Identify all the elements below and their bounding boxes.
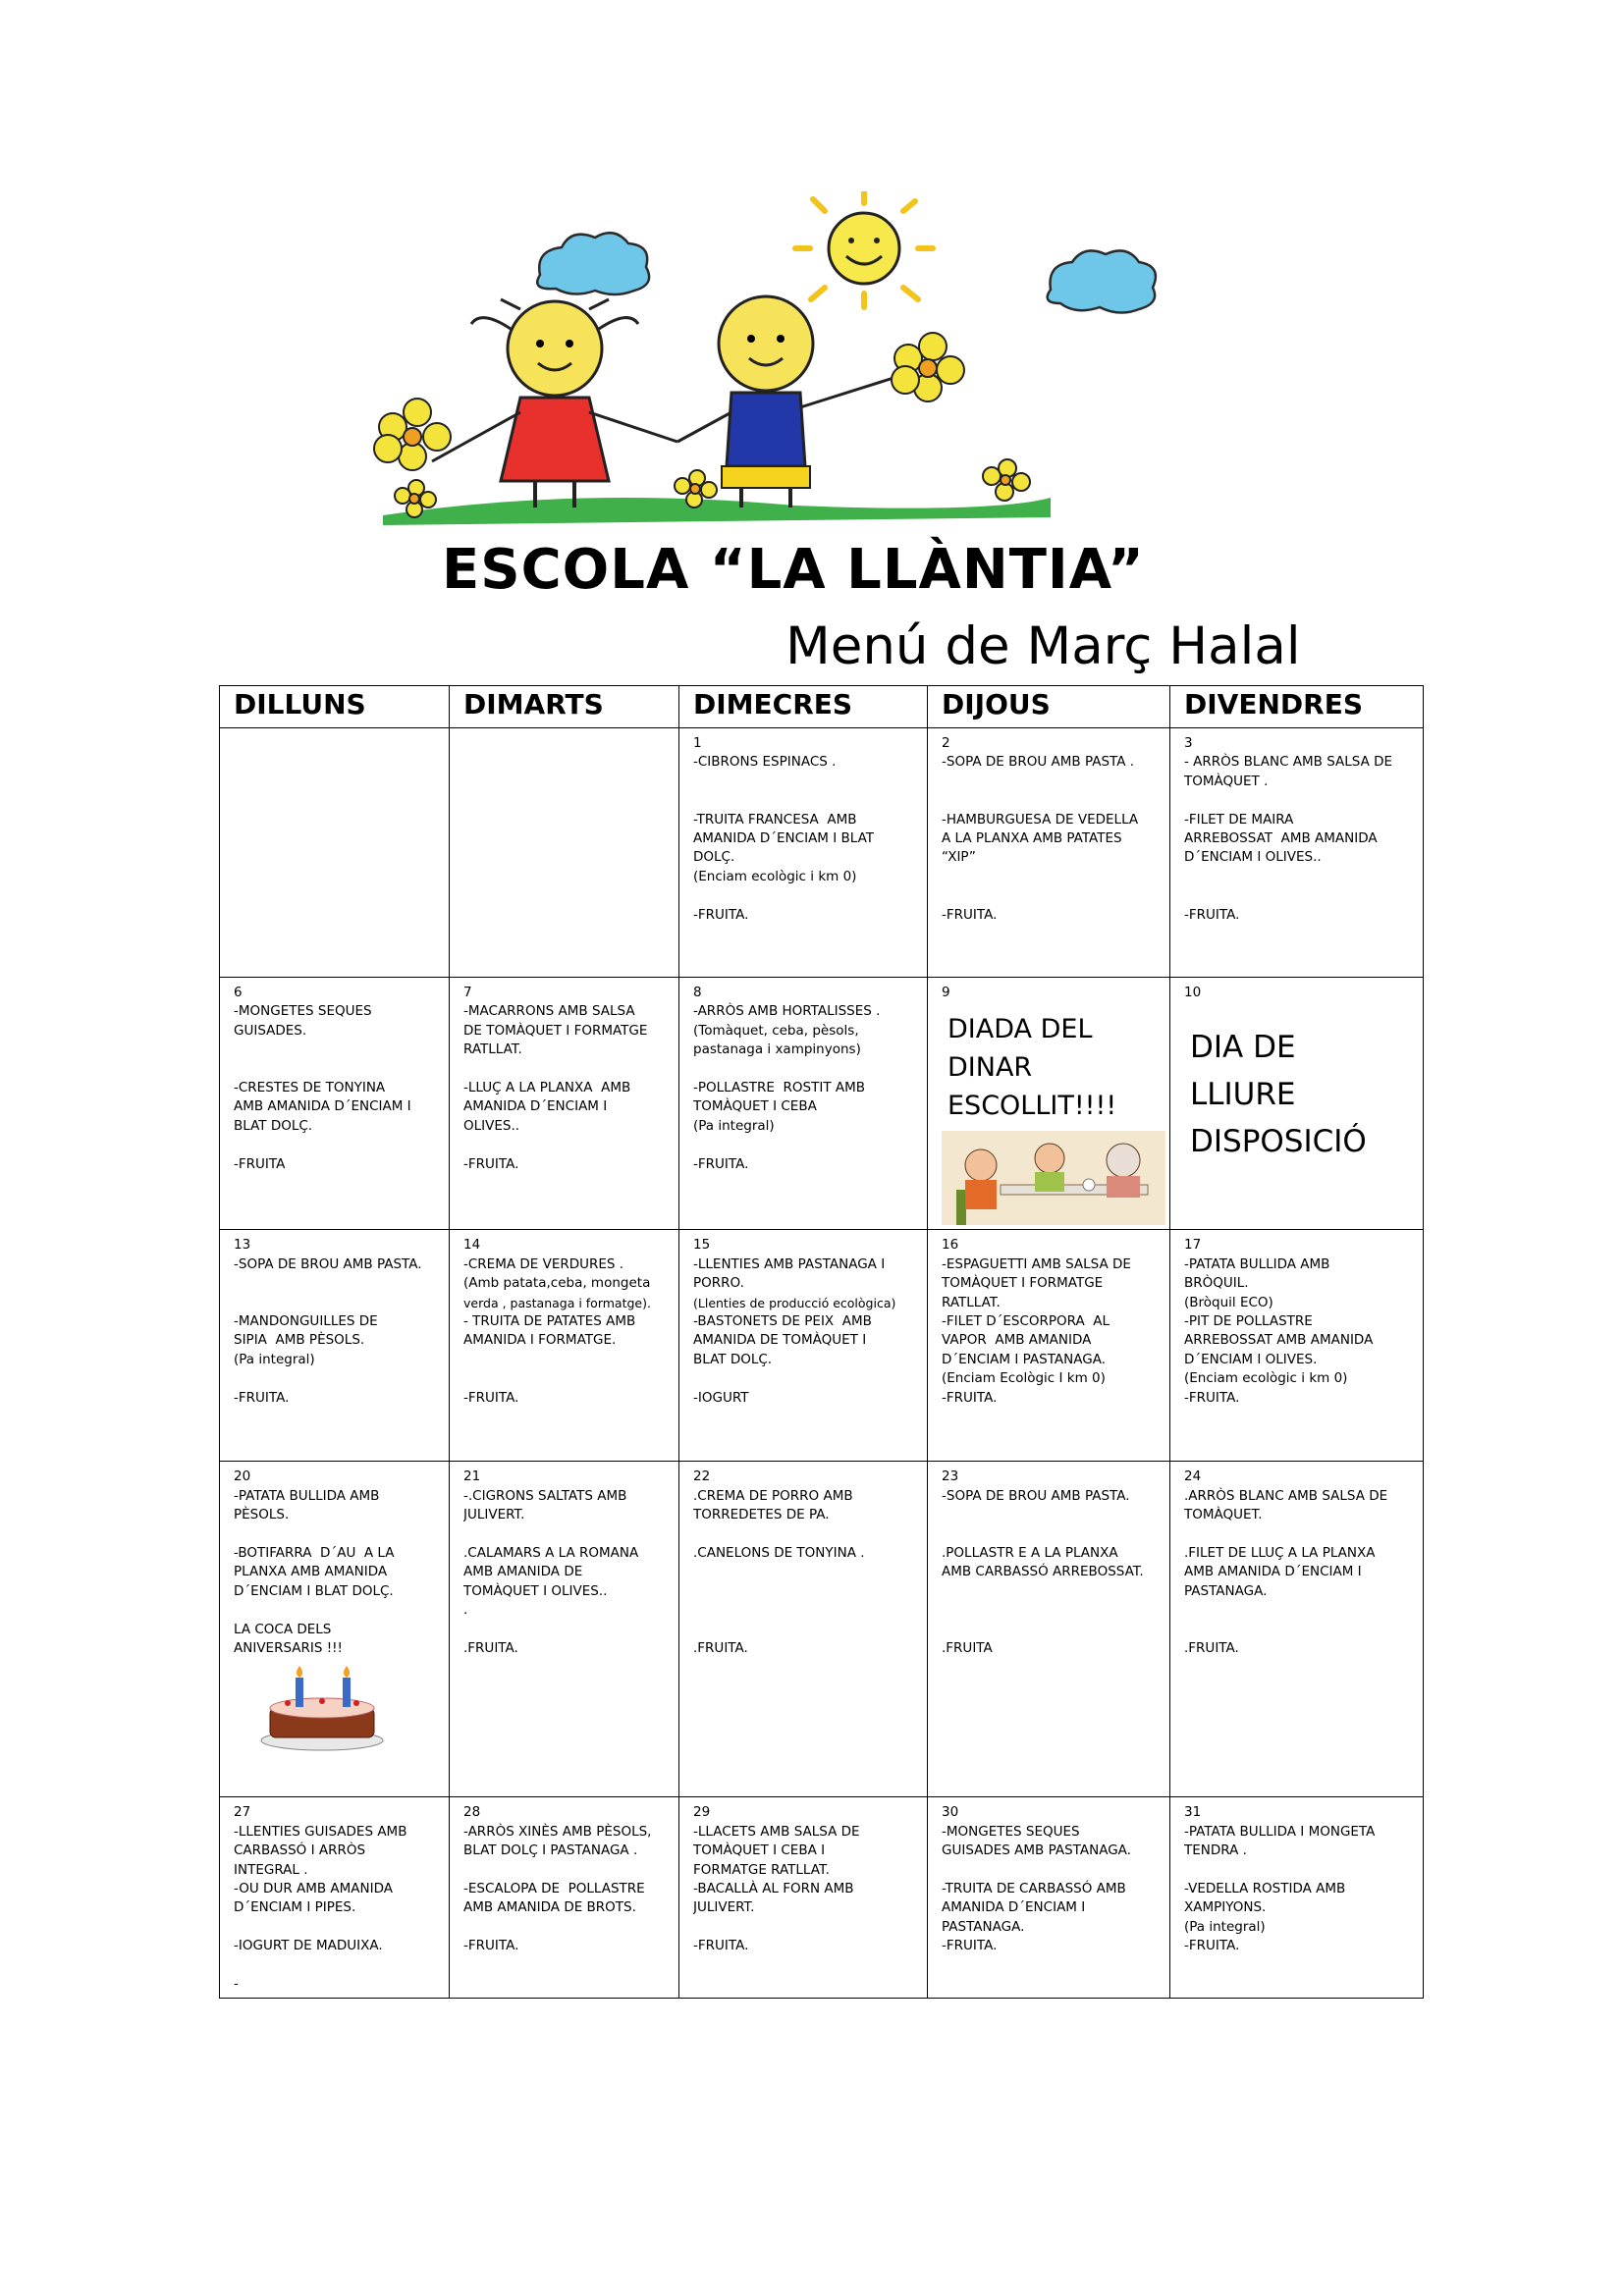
day-number: 13 xyxy=(234,1237,251,1254)
menu-line xyxy=(234,1369,441,1388)
menu-line: PLANXA AMB AMANIDA xyxy=(234,1564,388,1580)
flower-icon xyxy=(983,459,1030,501)
menu-line: INTEGRAL . xyxy=(234,1861,308,1878)
day-cell xyxy=(928,728,1170,978)
menu-line: -SOPA DE BROU AMB PASTA. xyxy=(942,1487,1130,1504)
special-day-text: LLIURE xyxy=(1190,1077,1296,1113)
menu-line: -FILET D´ESCORPORA AL xyxy=(942,1312,1110,1329)
day-cell xyxy=(928,1462,1170,1797)
menu-line: -LLENTIES AMB PASTANAGA I xyxy=(693,1255,886,1272)
menu-line xyxy=(942,868,1162,886)
menu-line: D´ENCIAM I PIPES. xyxy=(234,1899,356,1916)
day-header: DIMECRES xyxy=(679,686,928,728)
menu-line xyxy=(234,1601,441,1620)
menu-line: -FRUITA. xyxy=(463,1155,519,1172)
menu-title: Menú de Març Halal xyxy=(785,616,1301,676)
menu-line: -HAMBURGUESA DE VEDELLA xyxy=(942,811,1139,828)
menu-line: AMB CARBASSÓ ARREBOSSAT. xyxy=(942,1564,1144,1580)
menu-line: TOMÀQUET I CEBA I xyxy=(693,1842,826,1859)
menu-line xyxy=(463,1621,671,1639)
menu-line: TOMÀQUET. xyxy=(1184,1507,1263,1523)
menu-line xyxy=(942,1525,1162,1544)
menu-line: AMB AMANIDA DE BROTS. xyxy=(463,1899,636,1916)
menu-line: AMB AMANIDA DE xyxy=(463,1564,583,1580)
special-day-text: ESCOLLIT!!!! xyxy=(947,1091,1117,1122)
sun-icon xyxy=(795,191,933,307)
menu-line: PORRO. xyxy=(693,1275,744,1292)
menu-line: -FRUITA. xyxy=(693,1938,749,1954)
menu-line: -MONGETES SEQUES xyxy=(234,1003,372,1020)
menu-line: .FRUITA. xyxy=(1184,1639,1239,1656)
menu-line: -LLACETS AMB SALSA DE xyxy=(693,1823,860,1840)
menu-line: PASTANAGA. xyxy=(942,1918,1025,1935)
day-cell xyxy=(450,978,679,1230)
menu-line: -MANDONGUILLES DE xyxy=(234,1312,378,1329)
menu-line: (Tomàquet, ceba, pèsols, xyxy=(693,1022,859,1039)
day-cell xyxy=(220,1797,450,1999)
menu-line xyxy=(693,1525,919,1544)
menu-line xyxy=(942,1861,1162,1880)
flower-icon xyxy=(374,399,451,470)
menu-line: TORREDETES DE PA. xyxy=(693,1507,830,1523)
day-header: DIMARTS xyxy=(450,686,679,728)
day-number: 20 xyxy=(234,1468,251,1485)
menu-line: (Enciam ecològic i km 0) xyxy=(1184,1370,1348,1387)
day-number: 17 xyxy=(1184,1237,1202,1254)
menu-line: -LLUÇ A LA PLANXA AMB xyxy=(463,1079,631,1095)
menu-line xyxy=(1184,886,1415,905)
menu-line: -SOPA DE BROU AMB PASTA . xyxy=(942,754,1135,771)
menu-line: TOMÀQUET I OLIVES.. xyxy=(463,1582,608,1599)
menu-line: OLIVES.. xyxy=(463,1117,520,1134)
menu-line xyxy=(463,1369,671,1388)
menu-line xyxy=(693,886,919,905)
menu-line: AMANIDA DE TOMÀQUET I xyxy=(693,1332,867,1349)
day-number: 31 xyxy=(1184,1804,1202,1821)
day-cell xyxy=(450,728,679,978)
menu-line: -FRUITA. xyxy=(1184,1389,1240,1406)
header-row xyxy=(220,686,1424,728)
day-number: 10 xyxy=(1184,985,1202,1000)
day-cell xyxy=(679,1462,928,1797)
menu-line xyxy=(234,1136,441,1154)
day-number: 14 xyxy=(463,1237,481,1254)
menu-line: -FRUITA xyxy=(234,1155,286,1172)
menu-line xyxy=(942,1506,1162,1524)
day-cell xyxy=(1170,1462,1424,1797)
menu-line xyxy=(1184,1621,1415,1639)
menu-line: TOMÀQUET . xyxy=(1184,773,1269,789)
menu-line: -MONGETES SEQUES xyxy=(942,1823,1080,1840)
menu-line: (Pa integral) xyxy=(1184,1918,1266,1935)
menu-line: .FRUITA. xyxy=(463,1639,518,1656)
menu-line: -FRUITA. xyxy=(942,1389,998,1406)
menu-line: (Enciam ecològic i km 0) xyxy=(693,868,857,884)
menu-line: -VEDELLA ROSTIDA AMB xyxy=(1184,1880,1346,1896)
menu-line: -MACARRONS AMB SALSA xyxy=(463,1003,635,1020)
flower-icon xyxy=(892,333,964,401)
menu-line: -TRUITA DE CARBASSÓ AMB xyxy=(942,1880,1126,1896)
menu-line: BLAT DOLÇ I PASTANAGA . xyxy=(463,1842,638,1859)
menu-line: -BASTONETS DE PEIX AMB xyxy=(693,1312,872,1329)
day-number: 21 xyxy=(463,1468,481,1485)
day-cell xyxy=(450,1462,679,1797)
week-row xyxy=(220,1797,1424,1999)
menu-line: .CANELONS DE TONYINA . xyxy=(693,1544,865,1561)
menu-line: JULIVERT. xyxy=(693,1899,755,1916)
menu-line xyxy=(234,1041,441,1059)
menu-line: BLAT DOLÇ. xyxy=(234,1117,313,1134)
menu-line: -BOTIFARRA D´AU A LA xyxy=(234,1544,395,1561)
day-cell xyxy=(1170,1230,1424,1462)
menu-line: PÈSOLS. xyxy=(234,1507,290,1523)
menu-line: AMANIDA D´ENCIAM I xyxy=(463,1098,608,1115)
menu-line xyxy=(693,1563,919,1581)
menu-line: -CRESTES DE TONYINA xyxy=(234,1079,386,1095)
menu-line: (Bròquil ECO) xyxy=(1184,1294,1273,1310)
menu-line: -FRUITA. xyxy=(463,1938,519,1954)
menu-line: D´ENCIAM I BLAT DOLÇ. xyxy=(234,1582,394,1599)
menu-line xyxy=(1184,1601,1415,1620)
menu-line: BLAT DOLÇ. xyxy=(693,1351,773,1367)
menu-line: TENDRA . xyxy=(1184,1842,1247,1859)
day-number: 16 xyxy=(942,1237,959,1254)
day-cell xyxy=(220,978,450,1230)
menu-line: AMANIDA D´ENCIAM I xyxy=(942,1899,1086,1916)
menu-line xyxy=(693,773,919,791)
menu-line: -FILET DE MAIRA xyxy=(1184,811,1294,828)
menu-line xyxy=(1184,1861,1415,1880)
day-number: 24 xyxy=(1184,1468,1202,1485)
menu-line xyxy=(693,1136,919,1154)
day-cell xyxy=(1170,728,1424,978)
menu-line: GUISADES. xyxy=(234,1022,307,1039)
week-row xyxy=(220,728,1424,978)
menu-line: -FRUITA. xyxy=(942,1938,998,1954)
day-cell xyxy=(450,1230,679,1462)
day-cell xyxy=(679,1230,928,1462)
day-number: 7 xyxy=(463,985,472,1000)
menu-line: -ARRÒS XINÈS AMB PÈSOLS, xyxy=(463,1823,652,1840)
menu-line: .CREMA DE PORRO AMB xyxy=(693,1487,853,1504)
boy-figure xyxy=(677,296,893,507)
day-number: 6 xyxy=(234,985,243,1000)
menu-line: BRÒQUIL. xyxy=(1184,1275,1249,1292)
menu-line: .FRUITA. xyxy=(693,1639,748,1656)
day-cell xyxy=(1170,1797,1424,1999)
day-number: 30 xyxy=(942,1804,959,1821)
menu-line: .CALAMARS A LA ROMANA xyxy=(463,1544,639,1561)
menu-line xyxy=(463,1060,671,1079)
menu-line: FORMATGE RATLLAT. xyxy=(693,1861,830,1878)
menu-line xyxy=(1184,1525,1415,1544)
menu-line: (Pa integral) xyxy=(234,1351,315,1367)
menu-line: D´ENCIAM I OLIVES.. xyxy=(1184,849,1322,866)
menu-line: . xyxy=(463,1602,468,1619)
day-number xyxy=(463,734,671,753)
menu-line: -IOGURT DE MADUIXA. xyxy=(234,1938,383,1954)
menu-line: .FRUITA xyxy=(942,1639,993,1656)
grass xyxy=(383,498,1051,525)
menu-line: -IOGURT xyxy=(693,1389,749,1406)
menu-line: .ARRÒS BLANC AMB SALSA DE xyxy=(1184,1487,1388,1504)
cloud-icon xyxy=(537,233,649,294)
menu-line xyxy=(693,1601,919,1620)
menu-line: AMANIDA I FORMATGE. xyxy=(463,1332,617,1349)
menu-line: LA COCA DELS xyxy=(234,1621,332,1637)
menu-line: AMB AMANIDA D´ENCIAM I xyxy=(234,1098,411,1115)
menu-line xyxy=(942,886,1162,905)
birthday-cake-icon xyxy=(258,1664,386,1752)
menu-line: -POLLASTRE ROSTIT AMB xyxy=(693,1079,866,1095)
day-number: 23 xyxy=(942,1468,959,1485)
menu-line: “XIP” xyxy=(942,849,976,866)
menu-line: - ARRÒS BLANC AMB SALSA DE xyxy=(1184,754,1393,771)
menu-line: DOLÇ. xyxy=(693,849,735,866)
day-header: DILLUNS xyxy=(220,686,450,728)
special-day-text: DIADA DEL xyxy=(947,1014,1093,1045)
menu-line xyxy=(234,1525,441,1544)
menu-line: -FRUITA. xyxy=(1184,906,1240,923)
menu-line xyxy=(942,773,1162,791)
menu-line: CARBASSÓ I ARRÒS xyxy=(234,1842,366,1859)
menu-line: -LLENTIES GUISADES AMB xyxy=(234,1823,407,1840)
day-cell xyxy=(928,1230,1170,1462)
day-number: 15 xyxy=(693,1237,711,1254)
day-cell xyxy=(220,1230,450,1462)
school-title: ESCOLA “LA LLÀNTIA” xyxy=(442,538,1145,602)
menu-line: -PATATA BULLIDA AMB xyxy=(234,1487,380,1504)
day-header: DIVENDRES xyxy=(1170,686,1424,728)
menu-line: AMB AMANIDA D´ENCIAM I xyxy=(1184,1564,1362,1580)
special-day-text: DINAR xyxy=(947,1052,1033,1084)
menu-line xyxy=(463,1918,671,1937)
menu-line: -CREMA DE VERDURES . xyxy=(463,1255,624,1272)
menu-line: -FRUITA. xyxy=(693,1155,749,1172)
menu-line: -CIBRONS ESPINACS . xyxy=(693,754,837,771)
menu-line: (Pa integral) xyxy=(693,1117,775,1134)
menu-line: -PATATA BULLIDA I MONGETA xyxy=(1184,1823,1376,1840)
menu-line: (Amb patata,ceba, mongeta xyxy=(463,1275,651,1292)
menu-line: - xyxy=(234,1975,239,1992)
menu-line: pastanaga i xampinyons) xyxy=(693,1041,861,1058)
menu-line: D´ENCIAM I PASTANAGA. xyxy=(942,1351,1106,1367)
menu-line: -ESCALOPA DE POLLASTRE xyxy=(463,1880,645,1896)
menu-line xyxy=(463,1861,671,1880)
day-number: 29 xyxy=(693,1804,711,1821)
children-drawing xyxy=(344,191,1159,530)
menu-line: ARREBOSSAT AMB AMANIDA xyxy=(1184,829,1378,846)
menu-line: DE TOMÀQUET I FORMATGE xyxy=(463,1022,648,1039)
day-cell xyxy=(679,1797,928,1999)
menu-line: TOMÀQUET I FORMATGE xyxy=(942,1275,1104,1292)
menu-line: -ESPAGUETTI AMB SALSA DE xyxy=(942,1255,1131,1272)
menu-line xyxy=(942,1582,1162,1601)
menu-line xyxy=(234,1274,441,1293)
day-number xyxy=(234,734,441,753)
day-number: 8 xyxy=(693,985,702,1000)
menu-line: -FRUITA. xyxy=(693,906,749,923)
menu-line: VAPOR AMB AMANIDA xyxy=(942,1332,1092,1349)
menu-line: verda , pastanaga i formatge). xyxy=(463,1295,651,1310)
week-row xyxy=(220,1230,1424,1462)
menu-line: JULIVERT. xyxy=(463,1507,525,1523)
menu-line xyxy=(942,1621,1162,1639)
week-row xyxy=(220,978,1424,1230)
day-number: 22 xyxy=(693,1468,711,1485)
menu-line: TOMÀQUET I CEBA xyxy=(693,1098,817,1115)
menu-line: -TRUITA FRANCESA AMB xyxy=(693,811,857,828)
menu-line: -ARRÒS AMB HORTALISSES . xyxy=(693,1003,881,1020)
special-day-text: DISPOSICIÓ xyxy=(1190,1124,1367,1160)
day-cell xyxy=(220,1462,450,1797)
day-cell xyxy=(928,1797,1170,1999)
menu-line: -FRUITA. xyxy=(1184,1938,1240,1954)
menu-line xyxy=(942,791,1162,810)
special-day-text: DIA DE xyxy=(1190,1030,1296,1066)
day-cell xyxy=(928,978,1170,1230)
menu-line: -SOPA DE BROU AMB PASTA. xyxy=(234,1255,422,1272)
day-cell xyxy=(679,978,928,1230)
menu-line: -PATATA BULLIDA AMB xyxy=(1184,1255,1330,1272)
day-number: 3 xyxy=(1184,735,1193,751)
menu-line: - TRUITA DE PATATES AMB xyxy=(463,1312,636,1329)
menu-line: -FRUITA. xyxy=(234,1389,290,1406)
menu-line: -.CIGRONS SALTATS AMB xyxy=(463,1487,627,1504)
menu-line xyxy=(234,1294,441,1312)
day-cell xyxy=(679,728,928,978)
day-cell xyxy=(450,1797,679,1999)
day-cell xyxy=(1170,978,1424,1230)
menu-line: D´ENCIAM I OLIVES. xyxy=(1184,1351,1318,1367)
menu-line: -BACALLÀ AL FORN AMB xyxy=(693,1880,854,1896)
family-dinner-illustration xyxy=(942,1131,1165,1225)
menu-line: AMANIDA D´ENCIAM I BLAT xyxy=(693,829,875,846)
day-header: DIJOUS xyxy=(928,686,1170,728)
menu-table xyxy=(219,685,1424,1999)
menu-line xyxy=(942,1601,1162,1620)
menu-line xyxy=(234,1956,441,1975)
menu-line: .POLLASTR E A LA PLANXA xyxy=(942,1544,1118,1561)
menu-line xyxy=(693,1369,919,1388)
menu-line: -PIT DE POLLASTRE xyxy=(1184,1312,1313,1329)
menu-line xyxy=(693,1582,919,1601)
menu-line: -OU DUR AMB AMANIDA xyxy=(234,1880,394,1896)
day-number: 28 xyxy=(463,1804,481,1821)
menu-line xyxy=(234,1060,441,1079)
menu-line: A LA PLANXA AMB PATATES xyxy=(942,829,1122,846)
menu-line xyxy=(463,1525,671,1544)
day-number: 1 xyxy=(693,735,702,751)
day-cell xyxy=(220,728,450,978)
menu-line: RATLLAT. xyxy=(463,1041,522,1058)
menu-line: .FILET DE LLUÇ A LA PLANXA xyxy=(1184,1544,1376,1561)
week-row xyxy=(220,1462,1424,1797)
menu-line xyxy=(1184,868,1415,886)
menu-line xyxy=(693,1621,919,1639)
menu-line: ARREBOSSAT AMB AMANIDA xyxy=(1184,1332,1374,1349)
menu-line xyxy=(693,791,919,810)
menu-line: ANIVERSARIS !!! xyxy=(234,1639,343,1656)
menu-line xyxy=(463,1351,671,1369)
menu-line: PASTANAGA. xyxy=(1184,1582,1268,1599)
menu-line: -FRUITA. xyxy=(463,1389,519,1406)
cloud-icon xyxy=(1048,250,1156,312)
menu-line xyxy=(1184,791,1415,810)
menu-line: GUISADES AMB PASTANAGA. xyxy=(942,1842,1131,1859)
menu-line xyxy=(463,1136,671,1154)
menu-line: (Llenties de producció ecològica) xyxy=(693,1295,896,1310)
menu-line: SIPIA AMB PÈSOLS. xyxy=(234,1332,365,1349)
day-number: 2 xyxy=(942,735,950,751)
menu-line: XAMPIYONS. xyxy=(1184,1899,1267,1916)
menu-line xyxy=(693,1918,919,1937)
menu-line: -FRUITA. xyxy=(942,906,998,923)
girl-figure xyxy=(432,299,677,507)
day-number: 9 xyxy=(942,985,950,1000)
day-number: 27 xyxy=(234,1804,251,1821)
menu-line: RATLLAT. xyxy=(942,1294,1001,1310)
menu-line xyxy=(693,1060,919,1079)
menu-line: (Enciam Ecològic I km 0) xyxy=(942,1370,1106,1387)
menu-line xyxy=(234,1918,441,1937)
